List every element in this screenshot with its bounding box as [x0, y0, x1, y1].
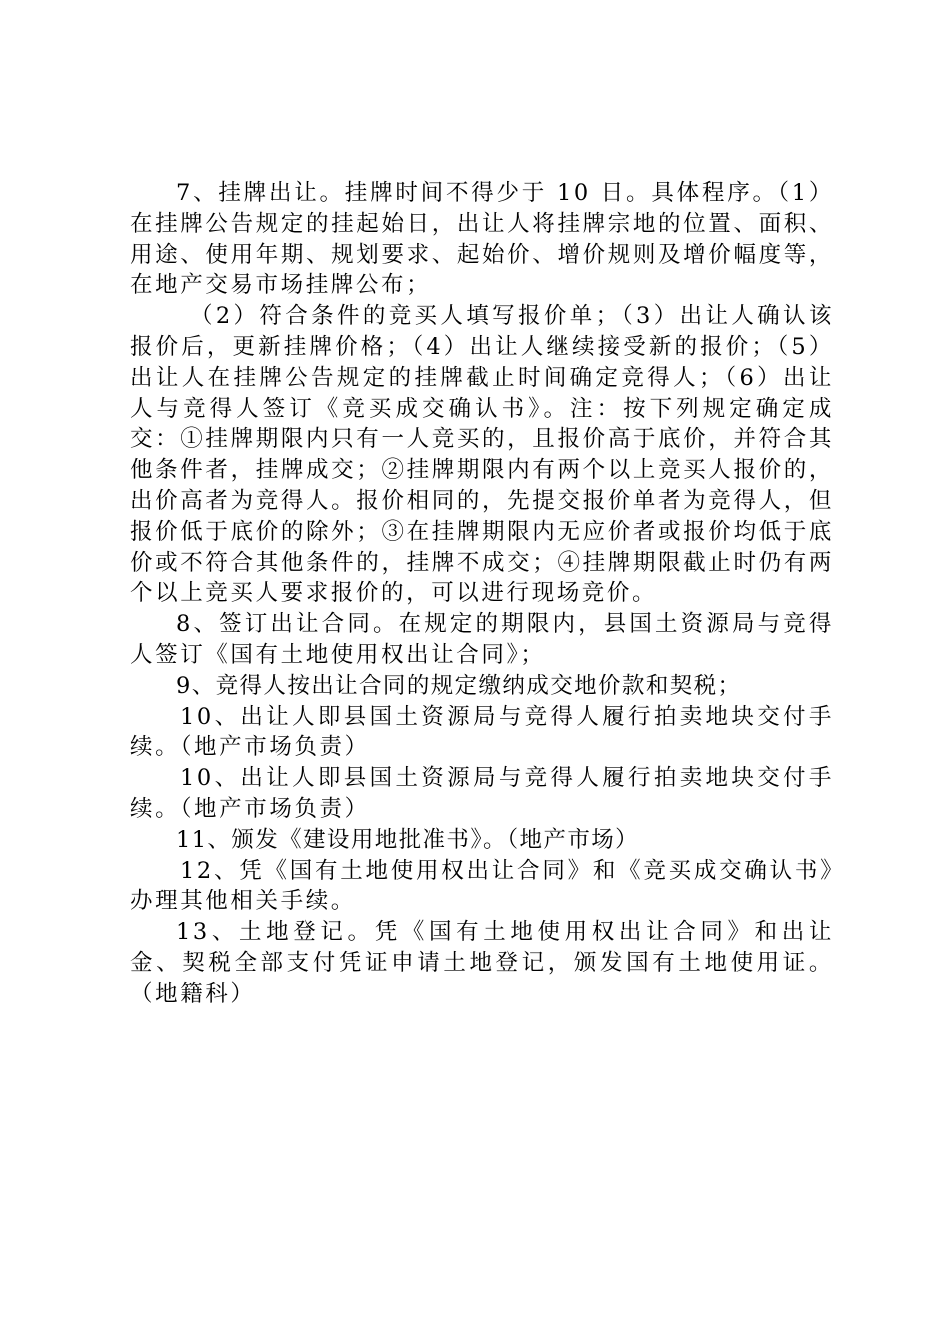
paragraph-sign-contract: 8、签订出让合同。在规定的期限内，县国土资源局与竞得人签订《国有土地使用权出让合同》；: [130, 611, 834, 668]
paragraph-listing-steps: （2）符合条件的竞买人填写报价单；（3）出让人确认该报价后，更新挂牌价格；（4）出让人继续接受新的报价；（5）出让人在挂牌公告规定的挂牌截止时间确定竞得人；（6）出让人与竞得人签订《竞买成交确认书》。注：按下列规定确定成交：①挂牌期限内只有一人竞买的，且报价高于底价，并符合其他条件者，挂牌成交；②挂牌期限内有两个以上竞买人报价的，出价高者为竞得人。报价相同的，先提交报价单者为竞得人，但报价低于底价的除外；③在挂牌期限内无应价者或报价均低于底价或不符合其他条件的，挂牌不成交；④挂牌期限截止时仍有两个以上竞买人要求报价的，可以进行现场竞价。: [130, 303, 834, 607]
paragraph-handover-2: 10、出让人即县国土资源局与竞得人履行拍卖地块交付手续。（地产市场负责）: [130, 765, 834, 822]
document-body: [130, 178, 834, 1010]
paragraph-land-registration: 13、土地登记。凭《国有土地使用权出让合同》和出让金、契税全部支付凭证申请土地登记，颁发国有土地使用证。（地籍科）: [130, 919, 834, 1007]
paragraph-handover-1: 10、出让人即县国土资源局与竞得人履行拍卖地块交付手续。（地产市场负责）: [130, 703, 834, 761]
paragraph-pay-fees: 9、竞得人按出让合同的规定缴纳成交地价款和契税；: [176, 672, 742, 699]
paragraph-other-procedures: 12、凭《国有土地使用权出让合同》和《竞买成交确认书》办理其他相关手续。: [130, 857, 834, 915]
paragraph-listing-procedure: 7、挂牌出让。挂牌时间不得少于 10 日。具体程序。（1）在挂牌公告规定的挂起始日，出让人将挂牌宗地的位置、面积、用途、使用年期、规划要求、起始价、增价规则及增价幅度等，在地产交易市场挂牌公布；: [130, 180, 834, 299]
paragraph-issue-approval: 11、颁发《建设用地批准书》。（地产市场）: [176, 826, 640, 853]
